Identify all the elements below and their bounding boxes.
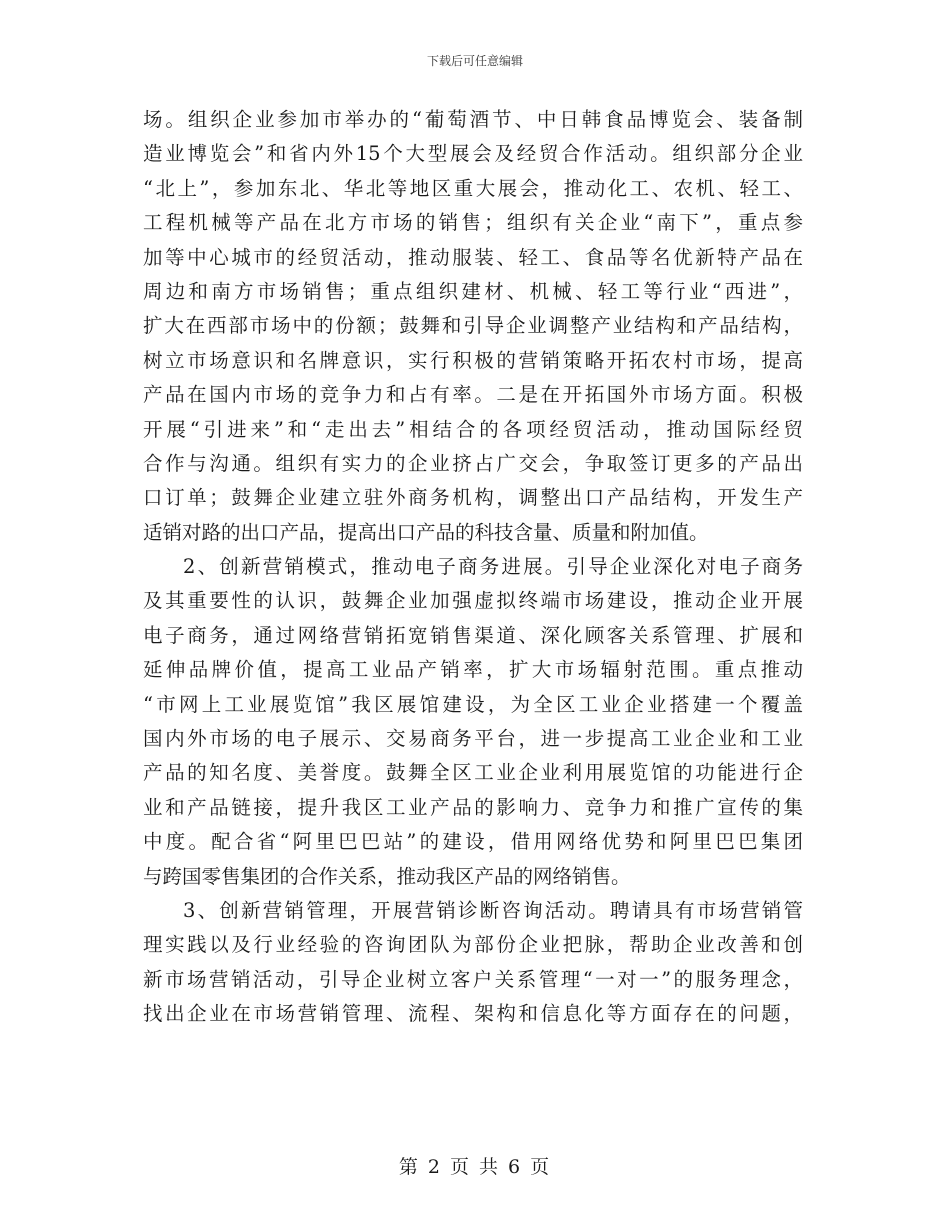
text-line: 开展“引进来”和“走出去”相结合的各项经贸活动，推动国际经贸 [143,417,803,441]
text-line: 加等中心城市的经贸活动，推动服装、轻工、食品等名优新特产品在 [143,245,803,269]
text-line: 中度。配合省“阿里巴巴站”的建设，借用网络优势和阿里巴巴集团 [143,830,803,854]
text-line: 合作与沟通。组织有实力的企业挤占广交会，争取签订更多的产品出 [143,451,803,475]
text-line: 口订单；鼓舞企业建立驻外商务机构，调整出口产品结构，开发生产 [143,486,803,510]
text-line: “市网上工业展览馆”我区展馆建设，为全区工业企业搭建一个覆盖 [143,692,803,716]
text-line: 造业博览会”和省内外15个大型展会及经贸合作活动。组织部分企业 [143,142,803,166]
text-line: 延伸品牌价值，提高工业品产销率，扩大市场辐射范围。重点推动 [143,658,803,682]
document-body [143,103,803,1032]
text-line: 业和产品链接，提升我区工业产品的影响力、竞争力和推广宣传的集 [143,795,803,819]
page-number-footer: 第 2 页 共 6 页 [398,1156,552,1178]
text-line: 与跨国零售集团的合作关系，推动我区产品的网络销售。 [143,864,631,888]
text-line: 扩大在西部市场中的份额；鼓舞和引导企业调整产业结构和产品结构， [143,314,803,338]
text-line: 周边和南方市场销售；重点组织建材、机械、轻工等行业“西进”， [143,279,803,303]
text-line: 理实践以及行业经验的咨询团队为部份企业把脉，帮助企业改善和创 [143,933,803,957]
text-line: 适销对路的出口产品，提高出口产品的科技含量、质量和附加值。 [143,520,709,544]
text-line: 3、创新营销管理，开展营销诊断咨询活动。聘请具有市场营销管 [183,898,803,922]
paragraph [143,103,803,550]
paragraph [143,550,803,894]
paragraph [143,894,803,1032]
text-line: 及其重要性的认识，鼓舞企业加强虚拟终端市场建设，推动企业开展 [143,589,803,613]
text-line: 场。组织企业参加市举办的“葡萄酒节、中日韩食品博览会、装备制 [143,108,803,131]
text-line: 产品的知名度、美誉度。鼓舞全区工业企业利用展览馆的功能进行企 [143,761,803,785]
text-line: 工程机械等产品在北方市场的销售；组织有关企业“南下”，重点参 [143,211,803,235]
text-line: 2、创新营销模式，推动电子商务进展。引导企业深化对电子商务 [183,555,803,579]
text-line: 电子商务，通过网络营销拓宽销售渠道、深化顾客关系管理、扩展和 [143,623,803,647]
text-line: 新市场营销活动，引导企业树立客户关系管理“一对一”的服务理念， [143,967,803,991]
text-line: “北上”，参加东北、华北等地区重大展会，推动化工、农机、轻工、 [143,176,803,200]
page-header-note: 下载后可任意编辑 [426,54,523,68]
text-line: 树立市场意识和名牌意识，实行积极的营销策略开拓农村市场，提高 [143,348,803,372]
text-line: 找出企业在市场营销管理、流程、架构和信息化等方面存在的问题， [143,1002,803,1026]
text-line: 产品在国内市场的竞争力和占有率。二是在开拓国外市场方面。积极 [143,383,803,407]
text-line: 国内外市场的电子展示、交易商务平台，进一步提高工业企业和工业 [143,727,803,751]
